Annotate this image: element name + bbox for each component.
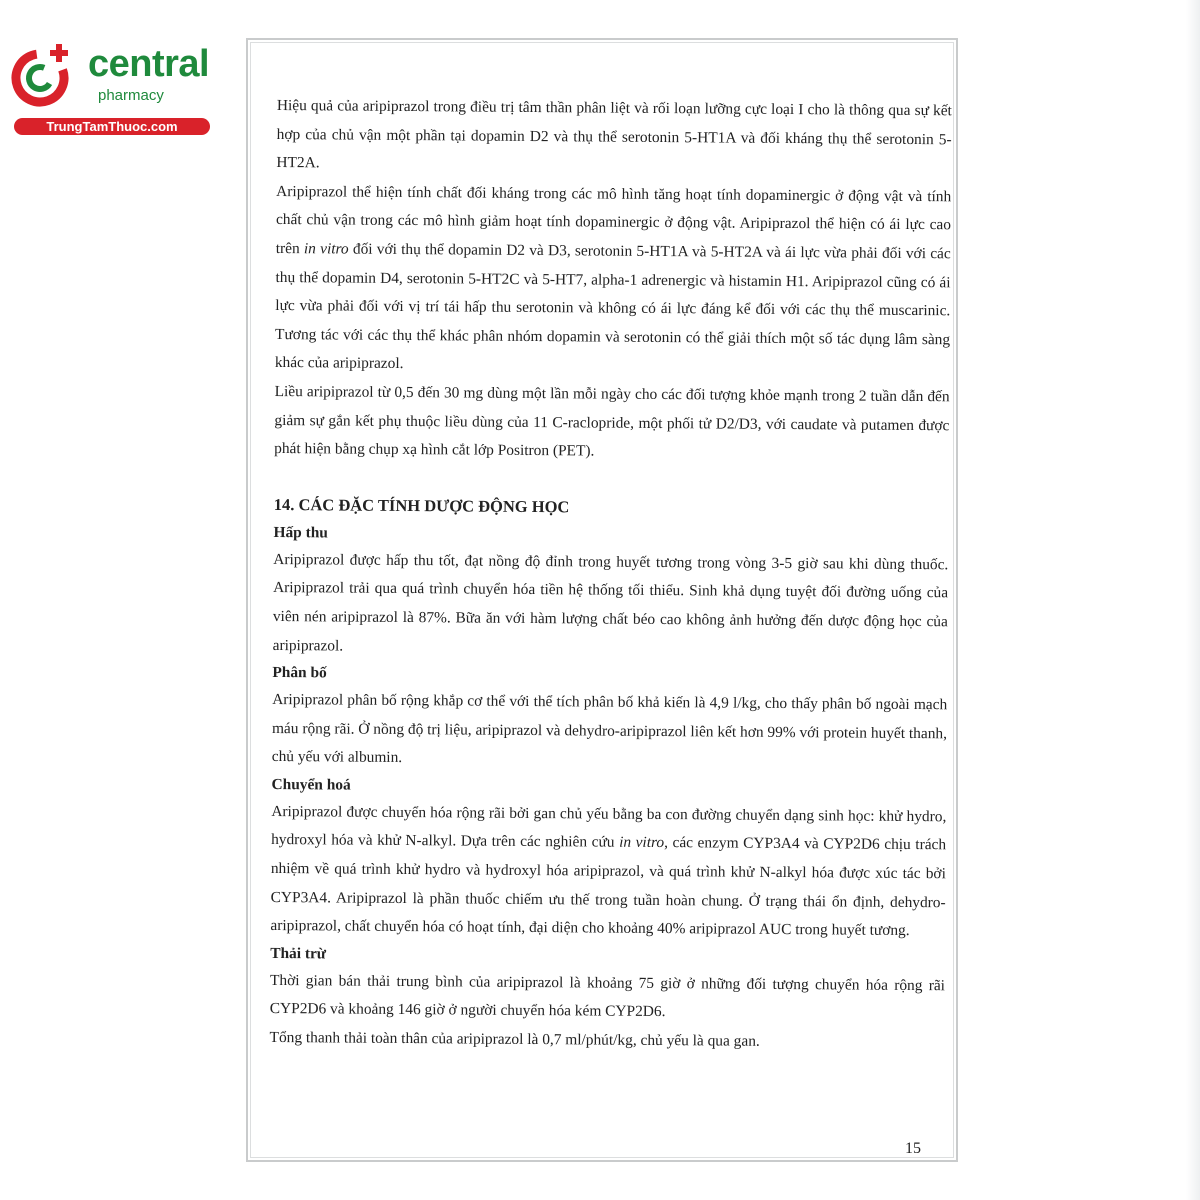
pharmacy-cross-icon — [10, 42, 76, 108]
section-heading-pharmacokinetics: 14. CÁC ĐẶC TÍNH DƯỢC ĐỘNG HỌC — [273, 494, 570, 517]
scan-edge-shadow — [1186, 0, 1200, 1200]
paragraph-elimination-clearance: Tổng thanh thải toàn thân của aripiprazol là 0,7 ml/phút/kg, chủ yếu là qua gan. — [269, 1029, 760, 1050]
brand-name: central — [88, 43, 210, 85]
subheading-metabolism: Chuyển hoá — [271, 775, 351, 794]
paragraph-receptor-affinity: Aripiprazol thể hiện tính chất đối kháng trong các mô hình tăng hoạt tính dopaminergic ở động vật và tính chất chủ vận trong các mô hình giảm hoạt tính dopaminergic ở động vật. Aripiprazol thể hiện có ái lực cao trên in vitro đối với thụ thể dopamin D2 và D3, serotonin 5-HT1A và 5-HT2A và ái lực vừa phải đối với các thụ thể dopamin D4, serotonin 5-HT2C và 5-HT7, alpha-1 adrenergic và histamin H1. Aripiprazol cũng có ái lực vừa phải đối với vị trí tái hấp thu serotonin và không có ái lực đáng kể đối với các thụ thể muscarinic. Tương tác với các thụ thể khác phân nhóm dopamin và serotonin có thể giải thích một số tác dụng lâm sàng khác của aripiprazol. — [274, 182, 952, 373]
subheading-absorption: Hấp thu — [273, 523, 328, 542]
paragraph-efficacy: Hiệu quả của aripiprazol trong điều trị tâm thần phân liệt và rối loạn lưỡng cực loại I cho là thông qua sự kết hợp của chủ vận một phần tại dopamin D2 và thụ thể serotonin 5-HT1A và đối kháng thụ thể serotonin 5-HT2A. — [276, 96, 952, 172]
page-number: 15 — [905, 1140, 921, 1157]
document-body — [269, 92, 952, 1058]
subheading-elimination: Thải trừ — [270, 944, 327, 963]
paragraph-distribution: Aripiprazol phân bố rộng khắp cơ thể với thể tích phân bố khả kiến là 4,9 l/kg, cho thấy phân bố ngoài mạch máu rộng rãi. Ở nồng độ trị liệu, aripiprazol và dehydro-aripiprazol liên kết hơn 99% với protein huyết thanh, chủ yếu với albumin. — [271, 691, 948, 767]
paragraph-dose-pet: Liều aripiprazol từ 0,5 đến 30 mg dùng một lần mỗi ngày cho các đối tượng khỏe mạnh trong 2 tuần dẫn đến giảm sự gắn kết phụ thuộc liều dùng của 11 C-raclopride, một phối tử D2/D3, với caudate và putamen được phát hiện bằng chụp xạ hình cắt lớp Positron (PET). — [274, 382, 950, 460]
paragraph-metabolism: Aripiprazol được chuyển hóa rộng rãi bởi gan chủ yếu bằng ba con đường chuyển dạng sinh học: khử hydro, hydroxyl hóa và khử N-alkyl. Dựa trên các nghiên cứu in vitro, các enzym CYP3A4 và CYP2D6 chịu trách nhiệm về quá trình khử hydro và hydroxyl hóa aripiprazol, và quá trình khử N-alkyl hóa được xúc tác bởi CYP3A4. Aripiprazol là phần thuốc chiếm ưu thế trong tuần hoàn chung. Ở trạng thái ổn định, dehydro-aripiprazol, chất chuyển hóa có hoạt tính, đại diện cho khoảng 40% aripiprazol AUC trong huyết tương. — [270, 802, 947, 940]
subheading-distribution: Phân bố — [272, 664, 327, 682]
central-pharmacy-logo[interactable] — [10, 38, 215, 138]
brand-subtitle: pharmacy — [98, 87, 164, 104]
site-url-badge[interactable]: TrungTamThuoc.com — [14, 118, 210, 135]
paragraph-elimination-halflife: Thời gian bán thải trung bình của aripiprazol là khoảng 75 giờ ở những đối tượng chuyển hóa rộng rãi CYP2D6 và khoảng 146 giờ ở người chuyển hóa kém CYP2D6. — [269, 971, 946, 1021]
paragraph-absorption: Aripiprazol được hấp thu tốt, đạt nồng độ đỉnh trong huyết tương trong vòng 3-5 giờ sau khi dùng thuốc. Aripiprazol trải qua quá trình chuyển hóa tiền hệ thống tối thiểu. Sinh khả dụng tuyệt đối đường uống của viên nén aripiprazol là 87%. Bữa ăn với hàm lượng chất béo cao không ảnh hưởng đến dược động học của aripiprazol. — [272, 550, 949, 655]
